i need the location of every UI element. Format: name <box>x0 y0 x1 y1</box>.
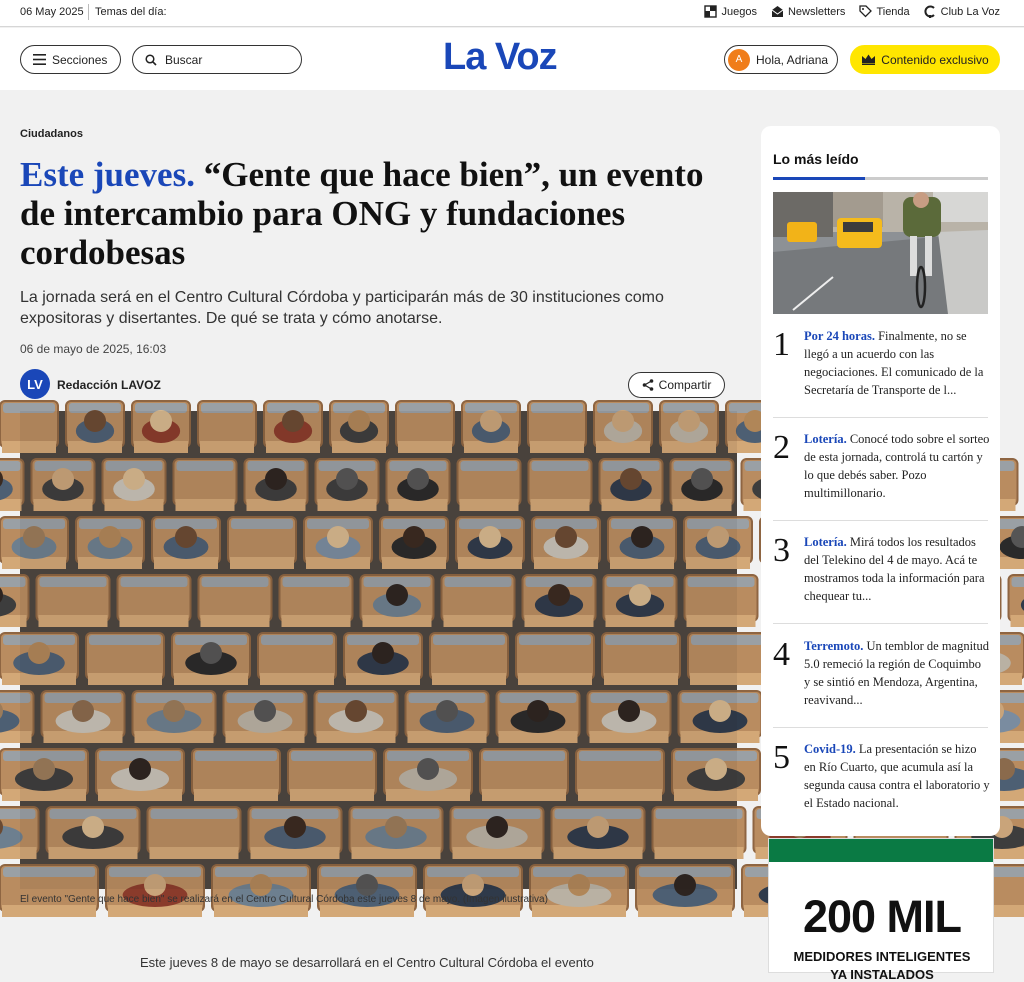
ad-line-1: MEDIDORES INTELIGENTES <box>769 949 995 964</box>
share-button[interactable] <box>628 372 725 398</box>
most-read-keyword: Lotería. <box>804 535 847 549</box>
ad-top-bar <box>769 839 993 862</box>
item-divider <box>773 727 988 728</box>
ad-line-2: YA INSTALADOS <box>769 967 995 982</box>
most-read-keyword: Terremoto. <box>804 639 863 653</box>
exclusive-label: Contenido exclusivo <box>881 53 988 67</box>
auditorium-illustration <box>20 411 737 889</box>
most-read-title: Lo más leído <box>773 151 859 167</box>
most-read-photo[interactable] <box>773 192 988 314</box>
most-read-summary: Mirá todos los resultados del Telekino del 4 de mayo. Acá te mostramos toda la información para chequear tu... <box>804 535 985 603</box>
newsletters-label: Newsletters <box>788 6 845 18</box>
ad-banner[interactable] <box>768 838 994 973</box>
search-icon <box>145 54 157 66</box>
current-date: 06 May 2025 <box>20 6 84 18</box>
headline-text: “Gente que hace bien”, un evento de intercambio para ONG y fundaciones cordobesas <box>20 155 703 272</box>
most-read-sidebar <box>761 126 1000 836</box>
most-read-number: 1 <box>773 327 790 363</box>
author-name[interactable]: Redacción LAVOZ <box>57 378 161 392</box>
most-read-number: 4 <box>773 637 790 673</box>
most-read-keyword: Por 24 horas. <box>804 329 875 343</box>
top-links <box>704 5 1000 18</box>
item-divider <box>773 417 988 418</box>
tienda-label: Tienda <box>876 6 909 18</box>
publish-date: 06 de mayo de 2025, 16:03 <box>20 342 166 356</box>
most-read-summary: Un temblor de magnitud 5.0 remeció la región de Coquimbo y se sintió en Mendoza, Argentina, reavivand... <box>804 639 989 707</box>
club-la-voz-label: Club La Voz <box>941 6 1000 18</box>
article-main-photo[interactable] <box>20 411 737 889</box>
crown-icon <box>861 54 876 65</box>
secciones-label: Secciones <box>52 53 107 67</box>
club-la-voz-link[interactable] <box>924 5 1000 18</box>
item-divider <box>773 520 988 521</box>
article-headline <box>20 155 740 272</box>
temas-del-dia: Temas del día: <box>95 6 167 18</box>
la-voz-logo[interactable]: La Voz <box>443 36 557 79</box>
most-read-summary: Finalmente, no se llegó a un acuerdo con las negociaciones. El comunicado de la Secretaría de Transporte de l... <box>804 329 983 397</box>
tag-icon <box>859 5 872 18</box>
most-read-item-5[interactable] <box>773 740 988 830</box>
author-avatar: LV <box>20 369 50 399</box>
tienda-link[interactable] <box>859 5 909 18</box>
envelope-icon <box>771 5 784 18</box>
juegos-link[interactable] <box>704 5 756 18</box>
share-icon <box>642 379 654 391</box>
article-body: Este jueves 8 de mayo se desarrollará en el Centro Cultural Córdoba el evento <box>140 955 700 970</box>
most-read-item-2[interactable] <box>773 430 988 520</box>
most-read-item-3[interactable] <box>773 533 988 623</box>
item-divider <box>773 623 988 624</box>
photo-caption: El evento "Gente que hace bien" se realizará en el Centro Cultural Córdoba este jueves 8 de mayo. (Imagen ilustrativa) <box>20 894 548 905</box>
most-read-summary: Conocé todo sobre el sorteo de esta jornada, controlá tu cartón y lo que debés saber. Pozo multimillonario. <box>804 432 989 500</box>
title-underline <box>773 177 988 180</box>
user-greeting: Hola, Adriana <box>756 53 828 67</box>
share-label: Compartir <box>659 378 712 392</box>
hamburger-icon <box>33 54 46 65</box>
divider <box>88 4 89 20</box>
ad-headline: 200 MIL <box>769 891 995 943</box>
games-icon <box>704 5 717 18</box>
most-read-item-1[interactable] <box>773 327 988 417</box>
user-menu-button[interactable] <box>724 45 838 74</box>
most-read-text <box>804 740 990 812</box>
secciones-button[interactable] <box>20 45 121 74</box>
juegos-label: Juegos <box>721 6 756 18</box>
most-read-number: 3 <box>773 533 790 569</box>
most-read-text <box>804 430 990 502</box>
exclusive-content-button[interactable] <box>850 45 1000 74</box>
headline-highlight: Este jueves. <box>20 155 195 194</box>
most-read-text <box>804 533 990 605</box>
section-label[interactable]: Ciudadanos <box>20 128 83 140</box>
search-box[interactable] <box>132 45 302 74</box>
most-read-keyword: Covid-19. <box>804 742 856 756</box>
search-input[interactable] <box>165 53 295 67</box>
site-header <box>0 28 1024 90</box>
article-subtitle: La jornada será en el Centro Cultural Córdoba y participarán más de 30 instituciones como expositoras y disertantes. De qué se trata y cómo anotarse. <box>20 287 720 329</box>
most-read-text <box>804 327 990 399</box>
street-cyclist-illustration <box>773 192 988 314</box>
newsletters-link[interactable] <box>771 5 845 18</box>
most-read-keyword: Lotería. <box>804 432 847 446</box>
top-bar <box>0 0 1024 27</box>
club-icon <box>924 5 937 18</box>
most-read-number: 2 <box>773 430 790 466</box>
most-read-number: 5 <box>773 740 790 776</box>
most-read-summary: La presentación se hizo en Río Cuarto, que acumula así la segunda causa contra el laboratorio y el Estado nacional. <box>804 742 990 810</box>
avatar: A <box>728 49 750 71</box>
most-read-text <box>804 637 990 709</box>
most-read-item-4[interactable] <box>773 637 988 727</box>
